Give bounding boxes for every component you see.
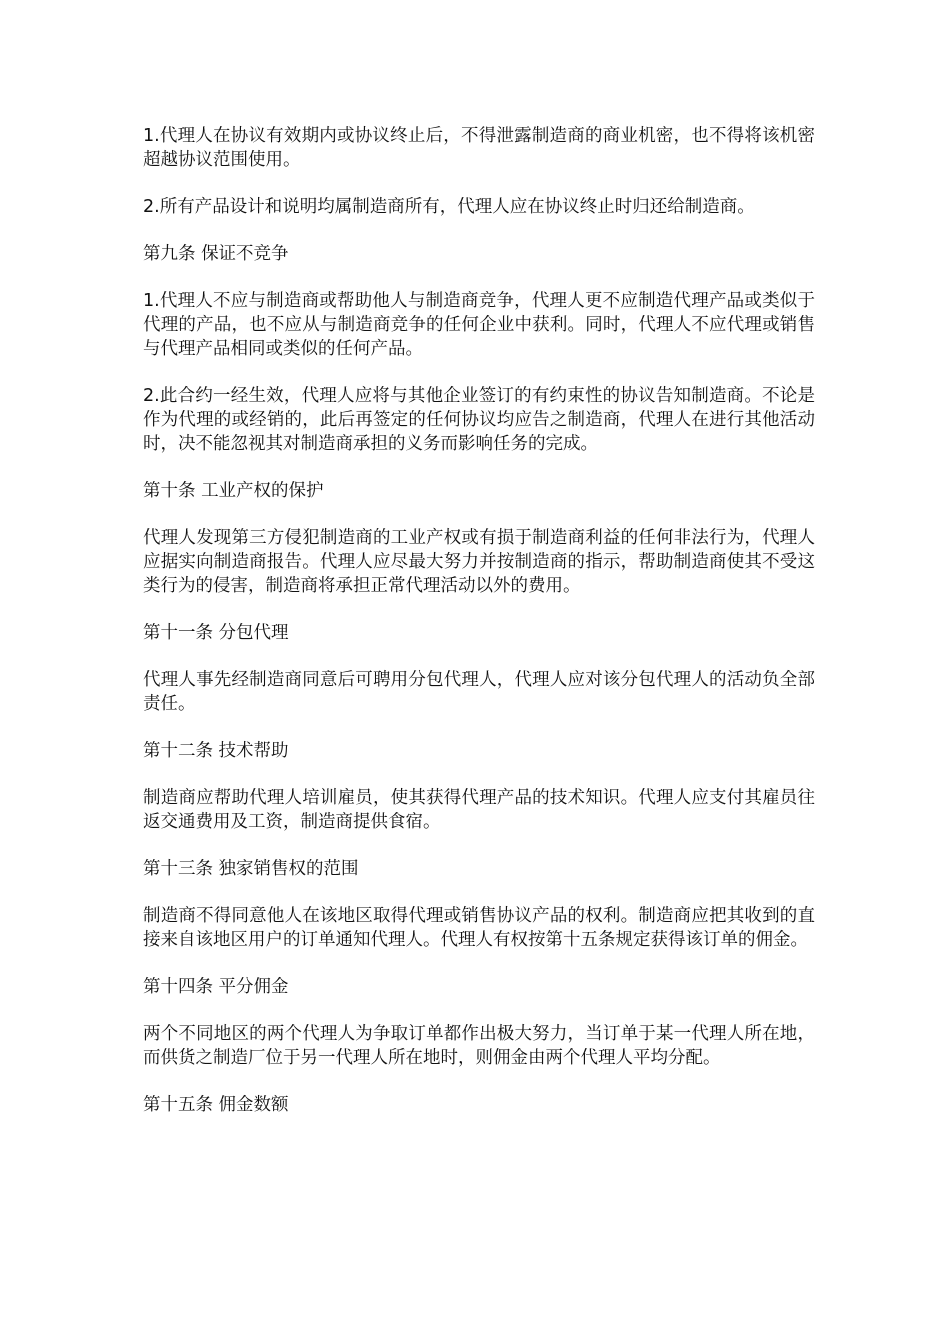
clause-14-heading: 第十四条 平分佣金 <box>143 977 289 997</box>
clause-9-heading: 第九条 保证不竞争 <box>143 244 289 264</box>
clause-11-heading: 第十一条 分包代理 <box>143 623 289 643</box>
clause-12-heading: 第十二条 技术帮助 <box>143 741 289 761</box>
clause-8-item-1: 1.代理人在协议有效期内或协议终止后，不得泄露制造商的商业机密，也不得将该机密超越协议范围使用。 <box>143 126 815 170</box>
clause-9-item-2: 2.此合约一经生效，代理人应将与其他企业签订的有约束性的协议告知制造商。不论是作为代理的或经销的，此后再签定的任何协议均应告之制造商，代理人在进行其他活动时，决不能忽视其对制造商承担的义务而影响任务的完成。 <box>143 386 815 454</box>
clause-8-item-2: 2.所有产品设计和说明均属制造商所有，代理人应在协议终止时归还给制造商。 <box>143 197 755 217</box>
clause-13-body: 制造商不得同意他人在该地区取得代理或销售协议产品的权利。制造商应把其收到的直接来自该地区用户的订单通知代理人。代理人有权按第十五条规定获得该订单的佣金。 <box>143 906 815 950</box>
clause-13-heading: 第十三条 独家销售权的范围 <box>143 859 359 879</box>
clause-10-heading: 第十条 工业产权的保护 <box>143 481 324 501</box>
clause-14-body: 两个不同地区的两个代理人为争取订单都作出极大努力，当订单于某一代理人所在地，而供货之制造厂位于另一代理人所在地时，则佣金由两个代理人平均分配。 <box>143 1024 815 1068</box>
clause-10-body: 代理人发现第三方侵犯制造商的工业产权或有损于制造商利益的任何非法行为，代理人应据实向制造商报告。代理人应尽最大努力并按制造商的指示，帮助制造商使其不受这类行为的侵害，制造商将承担正常代理活动以外的费用。 <box>143 528 815 596</box>
clause-12-body: 制造商应帮助代理人培训雇员，使其获得代理产品的技术知识。代理人应支付其雇员往返交通费用及工资，制造商提供食宿。 <box>143 788 815 832</box>
clause-11-body: 代理人事先经制造商同意后可聘用分包代理人，代理人应对该分包代理人的活动负全部责任。 <box>143 670 815 714</box>
clause-9-item-1: 1.代理人不应与制造商或帮助他人与制造商竞争，代理人更不应制造代理产品或类似于代理的产品，也不应从与制造商竞争的任何企业中获利。同时，代理人不应代理或销售与代理产品相同或类似的任何产品。 <box>143 291 815 359</box>
clause-15-heading: 第十五条 佣金数额 <box>143 1095 289 1115</box>
document-page <box>143 124 815 1140</box>
